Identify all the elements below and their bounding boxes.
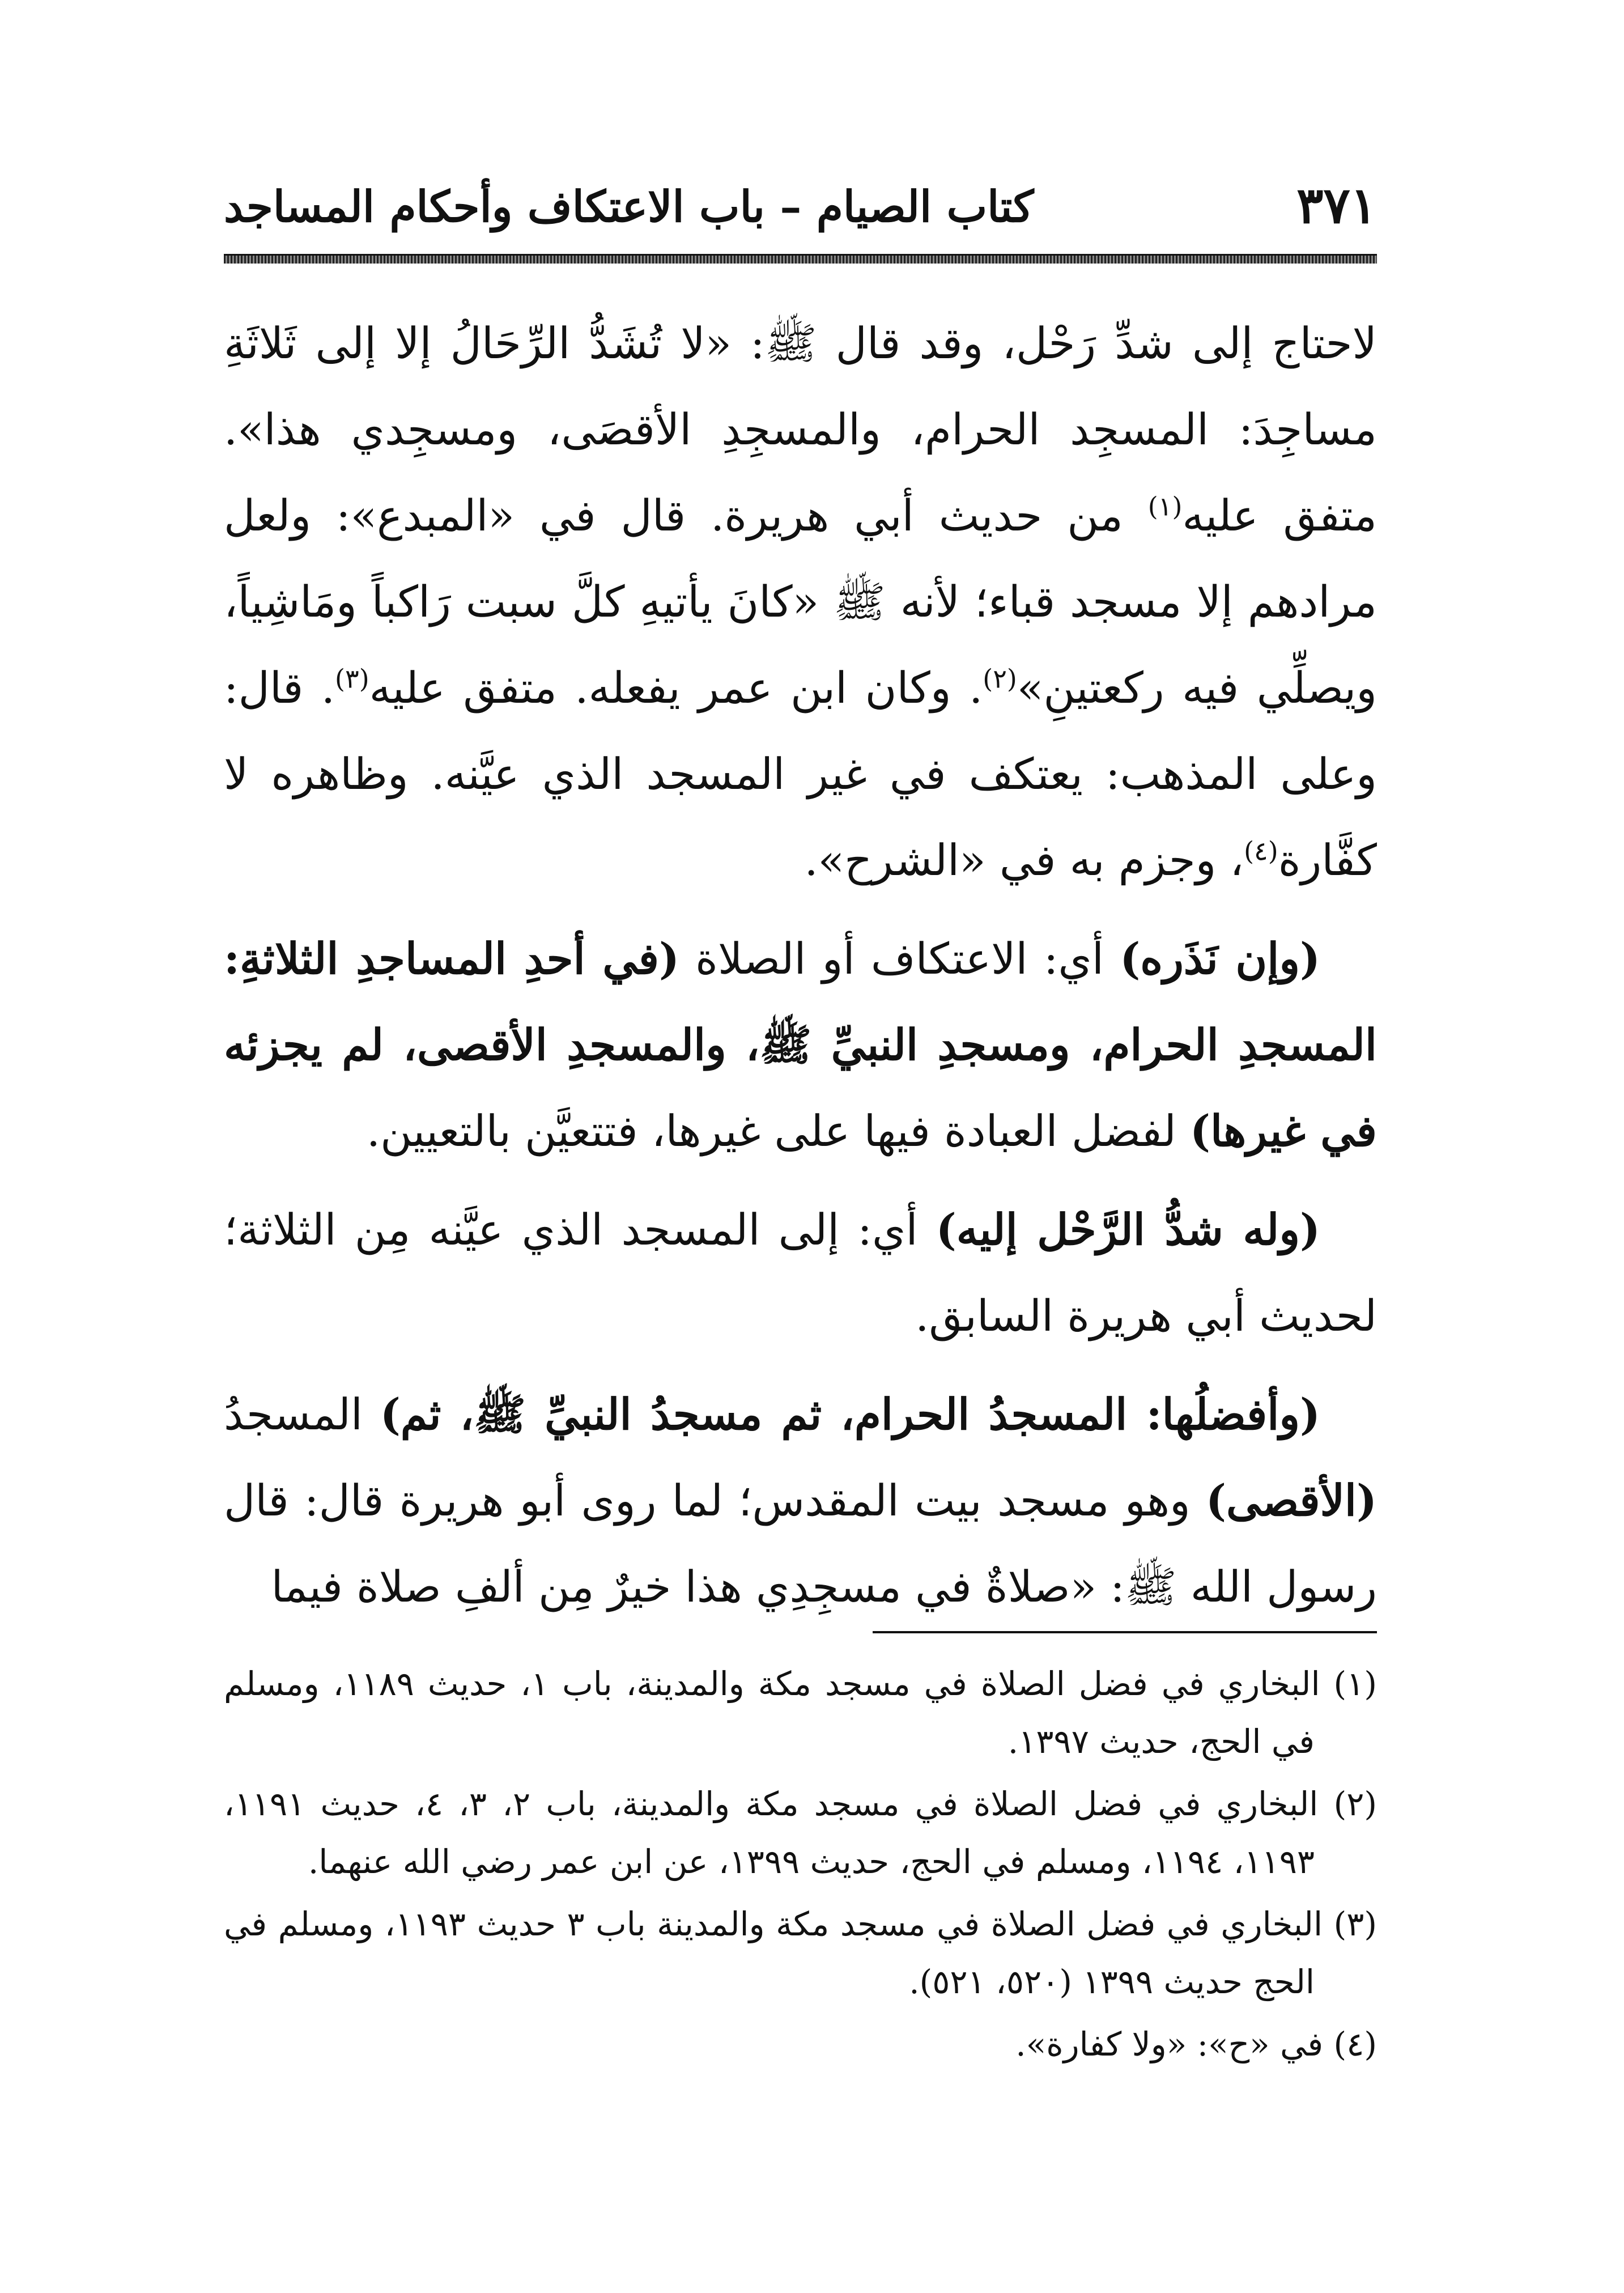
text-segment: . وكان ابن عمر يفعله. متفق عليه (369, 663, 983, 713)
page-header (224, 170, 1377, 244)
footnote-3: (٣) البخاري في فضل الصلاة في مسجد مكة والمدينة باب ٣ حديث ١١٩٣، ومسلم في الحج حديث ١٣٩٩ (٥٢٠، ٥٢١). (224, 1905, 1378, 2001)
footnote-4: (٤) في «ح»: «ولا كفارة». (1015, 2025, 1377, 2063)
matn-text: (في أحدِ المساجدِ الثلاثةِ: المسجدِ الحرام، ومسجدِ النبيِّ ﷺ، والمسجدِ الأقصى، لم يجزئه في غيرها) (224, 933, 1377, 1156)
footnote-ref-3: (٣) (335, 663, 369, 694)
matn-text: (وإن نَذَره) (1120, 933, 1321, 984)
footnotes (224, 1655, 1377, 2078)
text-segment: لاحتاج إلى شدِّ رَحْل، وقد قال ﷺ: «لا تُشَدُّ الرِّحَالُ إلا إلى ثَلاثَةِ مساجِدَ: المسجِد الحرام، والمسجِدِ الأقصَى، ومسجِدي هذا». متفق عليه (224, 318, 1377, 541)
page-number: ٣٧١ (1296, 176, 1377, 235)
text-segment: لفضل العبادة فيها على غيرها، فتتعيَّن بالتعيين. (366, 1106, 1191, 1156)
footnote-separator (873, 1631, 1377, 1633)
footnote-2: (٢) البخاري في فضل الصلاة في مسجد مكة والمدينة، باب ٢، ٣، ٤، حديث ١١٩١، ١١٩٣، ١١٩٤، ومسلم في الحج، حديث ١٣٩٩، عن ابن عمر رضي الله عنهما. (224, 1785, 1378, 1881)
matn-text: (وله شدُّ الرَّحْل إليه) (936, 1204, 1320, 1255)
matn-text: (وأفضلُها: المسجدُ الحرام، ثم مسجدُ النبيِّ ﷺ، ثم) (380, 1389, 1320, 1440)
running-title: كتاب الصيام – باب الاعتكاف وأحكام المساجد (224, 181, 1034, 232)
footnote-ref-4: (٤) (1244, 835, 1278, 867)
footnote-ref-1: (١) (1147, 491, 1183, 522)
paragraph-1 (224, 300, 1377, 903)
footnote-ref-2: (٢) (983, 663, 1017, 694)
text-segment: المسجدُ (224, 1389, 380, 1440)
text-segment: أي: إلى المسجد الذي عيَّنه مِن الثلاثة؛ لحديث أبي هريرة السابق. (224, 1204, 1377, 1341)
paragraph-2 (224, 916, 1377, 1174)
text-segment: من حديث أبي هريرة. قال في «المبدع»: ولعل مرادهم إلا مسجد قباء؛ لأنه ﷺ «كانَ يأتيهِ كلَّ سبت رَاكباً ومَاشِياً، ويصلِّي فيه ركعتينِ» (224, 490, 1377, 713)
main-text (224, 300, 1377, 1630)
text-segment: . قال: وعلى المذهب: يعتكف في غير المسجد الذي عيَّنه. وظاهره لا كفَّارة (224, 663, 1377, 885)
paragraph-4 (224, 1371, 1377, 1630)
paragraph-3 (224, 1187, 1377, 1359)
text-segment: أي: الاعتكاف أو الصلاة (679, 933, 1120, 984)
text-segment: ، وجزم به في «الشرح». (804, 835, 1244, 885)
text-segment: وهو مسجد بيت المقدس؛ لما روى أبو هريرة قال: قال رسول الله ﷺ: «صلاةٌ في مسجِدِي هذا خيرٌ مِن ألفِ صلاة فيما (224, 1475, 1377, 1612)
header-rule (224, 254, 1377, 264)
matn-text: (الأقصى) (1206, 1475, 1377, 1526)
footnote-1: (١) البخاري في فضل الصلاة في مسجد مكة والمدينة، باب ١، حديث ١١٨٩، ومسلم في الحج، حديث ١٣٩٧. (224, 1664, 1377, 1761)
